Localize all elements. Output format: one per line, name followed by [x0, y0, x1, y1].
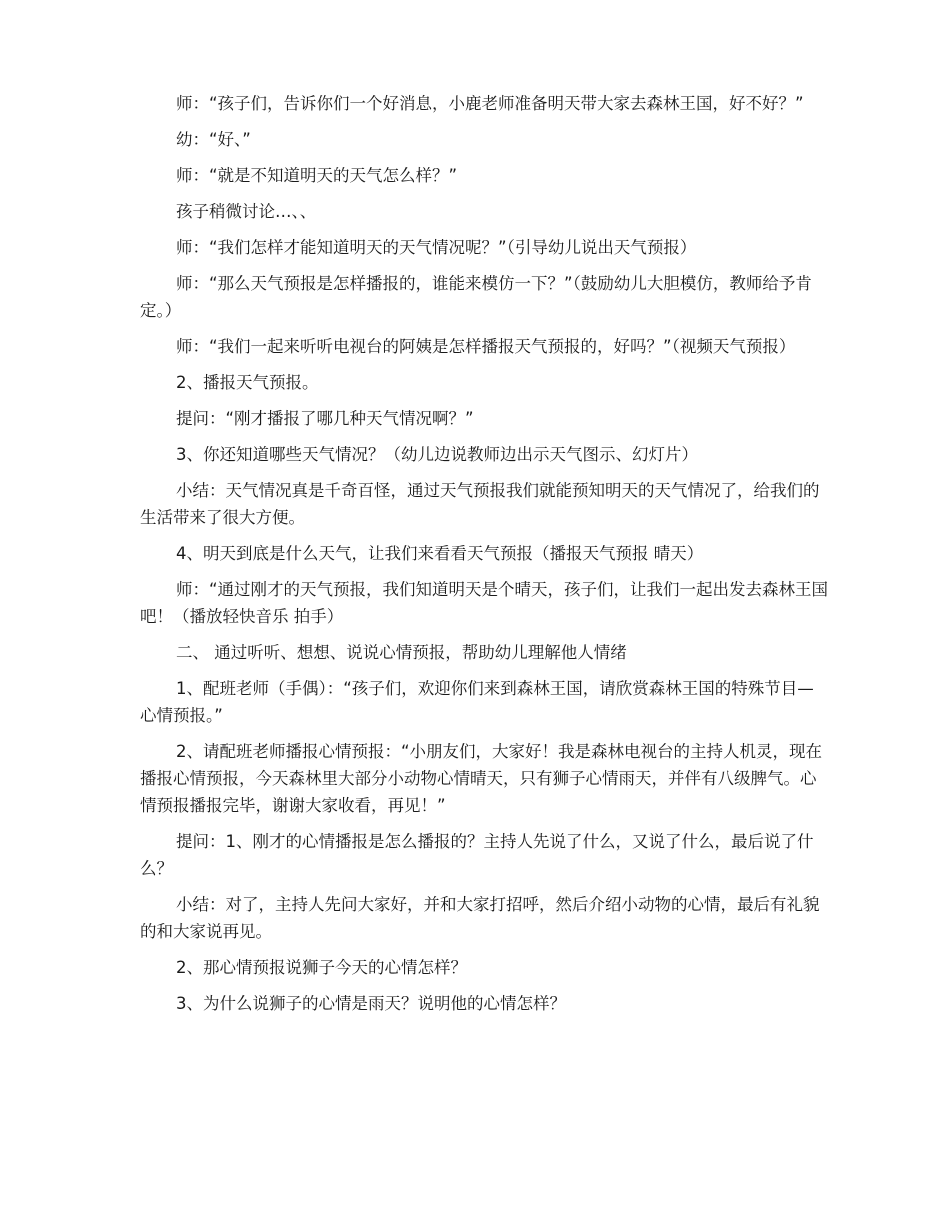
paragraph: 小结：天气情况真是千奇百怪，通过天气预报我们就能预知明天的天气情况了，给我们的生活带来了很大方便。 — [140, 481, 820, 527]
section-heading: 二、 通过听听、想想、说说心情预报，帮助幼儿理解他人情绪 — [176, 643, 627, 662]
paragraph: 师：“孩子们，告诉你们一个好消息，小鹿老师准备明天带大家去森林王国，好不好？” — [176, 94, 804, 113]
paragraph: 幼：“好、” — [176, 130, 251, 149]
paragraph: 师：“那么天气预报是怎样播报的，谁能来模仿一下？”（鼓励幼儿大胆模仿，教师给予肯定。） — [140, 274, 812, 320]
paragraph: 2、播报天气预报。 — [176, 373, 319, 392]
paragraph: 提问：“刚才播报了哪几种天气情况啊？” — [176, 409, 474, 428]
paragraph: 3、你还知道哪些天气情况？（幼儿边说教师边出示天气图示、幻灯片） — [176, 445, 698, 464]
paragraph: 师：“我们一起来听听电视台的阿姨是怎样播报天气预报的，好吗？”（视频天气预报） — [176, 337, 796, 356]
paragraph: 1、配班老师（手偶）：“孩子们，欢迎你们来到森林王国，请欣赏森林王国的特殊节目—心情预报。” — [140, 679, 814, 725]
paragraph: 4、明天到底是什么天气，让我们来看看天气预报（播报天气预报 晴天） — [176, 544, 704, 563]
paragraph: 师：“就是不知道明天的天气怎么样？” — [176, 166, 458, 185]
paragraph: 2、请配班老师播报心情预报：“小朋友们，大家好！我是森林电视台的主持人机灵，现在播报心情预报，今天森林里大部分小动物心情晴天，只有狮子心情雨天，并伴有八级脾气。心情预报播报完毕，谢谢大家收看，再见！” — [140, 742, 823, 815]
paragraph: 师：“我们怎样才能知道明天的天气情况呢？”（引导幼儿说出天气预报） — [176, 238, 697, 257]
paragraph: 小结：对了，主持人先问大家好，并和大家打招呼，然后介绍小动物的心情，最后有礼貌的和大家说再见。 — [140, 895, 820, 941]
paragraph: 3、为什么说狮子的心情是雨天？说明他的心情怎样？ — [176, 994, 566, 1013]
paragraph: 提问：1、刚才的心情播报是怎么播报的？主持人先说了什么，又说了什么，最后说了什么？ — [140, 832, 814, 878]
paragraph: 孩子稍微讨论…、、 — [176, 202, 317, 221]
paragraph: 师：“通过刚才的天气预报，我们知道明天是个晴天，孩子们，让我们一起出发去森林王国吧！（播放轻快音乐 拍手） — [140, 580, 829, 626]
document-body — [140, 90, 830, 1026]
paragraph: 2、那心情预报说狮子今天的心情怎样？ — [176, 958, 467, 977]
